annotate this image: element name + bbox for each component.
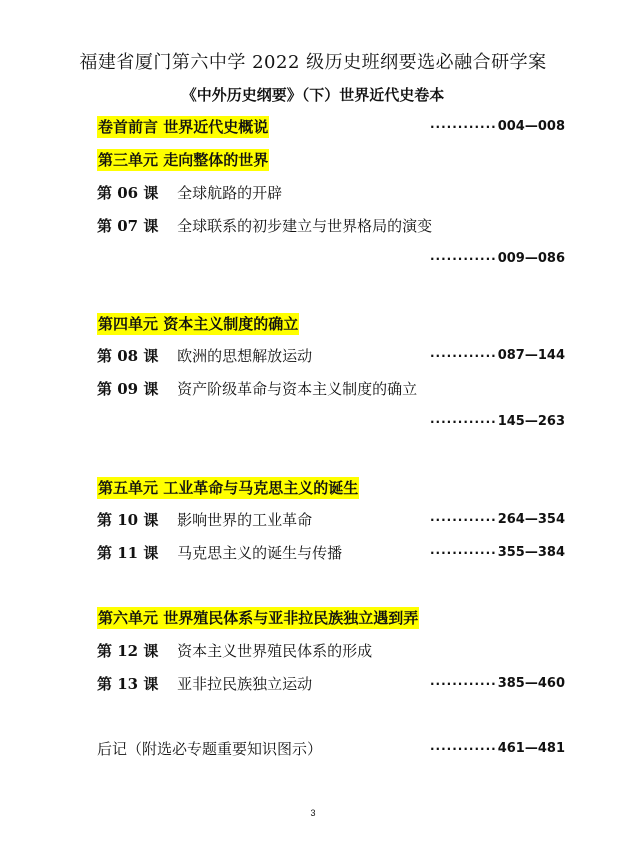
leader-dots: ············	[430, 513, 497, 527]
page-range: 461—481	[497, 741, 565, 756]
toc-entry-lesson-06	[97, 182, 567, 204]
toc-entry-unit-4-pages	[97, 411, 567, 433]
toc-entry-unit-3	[97, 149, 567, 171]
toc-entry-unit-5	[97, 477, 567, 499]
toc-entry-unit-4	[97, 313, 567, 335]
unit-heading: 卷首前言 世界近代史概说	[98, 118, 269, 136]
leader-dots: ············	[430, 349, 497, 363]
lesson-code: 第 11 课	[97, 544, 159, 562]
toc-entry-afterword	[97, 738, 567, 760]
leader-dots: ············	[430, 742, 497, 756]
page-range: 087—144	[497, 348, 565, 363]
leader-dots: ············	[430, 677, 497, 691]
page-range: 264—354	[497, 512, 565, 527]
leader-dots: ············	[430, 415, 497, 429]
unit-heading: 第五单元 工业革命与马克思主义的诞生	[98, 479, 359, 497]
toc-entry-lesson-09	[97, 378, 567, 400]
lesson-title: 亚非拉民族独立运动	[177, 675, 313, 693]
page-number: 3	[310, 808, 316, 818]
toc-entry-lesson-12	[97, 640, 567, 662]
lesson-title: 资本主义世界殖民体系的形成	[177, 642, 373, 660]
lesson-title: 马克思主义的诞生与传播	[177, 544, 343, 562]
lesson-title: 影响世界的工业革命	[177, 511, 313, 529]
unit-heading: 第四单元 资本主义制度的确立	[98, 315, 299, 333]
lesson-code: 第 07 课	[97, 217, 159, 235]
toc-entry-preface	[97, 116, 567, 138]
page-range: 145—263	[497, 414, 565, 429]
page-range: 009—086	[497, 251, 565, 266]
lesson-code: 第 12 课	[97, 642, 159, 660]
lesson-code: 第 13 课	[97, 675, 159, 693]
page-range: 004—008	[497, 119, 565, 134]
page-range: 385—460	[497, 676, 565, 691]
toc-entry-lesson-07	[97, 215, 567, 237]
toc-entry-unit-3-pages	[97, 248, 567, 270]
toc-entry-lesson-11	[97, 542, 567, 564]
document-title: 福建省厦门第六中学 2022 级历史班纲要选必融合研学案	[79, 52, 547, 73]
document-subtitle: 《中外历史纲要》（下）世界近代史卷本	[181, 86, 445, 104]
toc-entry-lesson-13	[97, 673, 567, 695]
lesson-code: 第 06 课	[97, 184, 159, 202]
lesson-title: 全球联系的初步建立与世界格局的演变	[177, 217, 433, 235]
toc-entry-lesson-10	[97, 509, 567, 531]
leader-dots: ············	[430, 120, 497, 134]
lesson-code: 第 10 课	[97, 511, 159, 529]
lesson-code: 第 09 课	[97, 380, 159, 398]
lesson-code: 第 08 课	[97, 347, 159, 365]
unit-heading: 第三单元 走向整体的世界	[98, 151, 269, 169]
toc-entry-unit-6	[97, 607, 567, 629]
toc-entry-lesson-08	[97, 345, 567, 367]
leader-dots: ············	[430, 252, 497, 266]
unit-heading: 第六单元 世界殖民体系与亚非拉民族独立遇到弄	[98, 609, 419, 627]
lesson-title: 资产阶级革命与资本主义制度的确立	[177, 380, 418, 398]
leader-dots: ············	[430, 546, 497, 560]
lesson-title: 全球航路的开辟	[177, 184, 283, 202]
lesson-title: 欧洲的思想解放运动	[177, 347, 313, 365]
page-range: 355—384	[497, 545, 565, 560]
afterword-title: 后记（附选必专题重要知识图示）	[97, 740, 323, 758]
